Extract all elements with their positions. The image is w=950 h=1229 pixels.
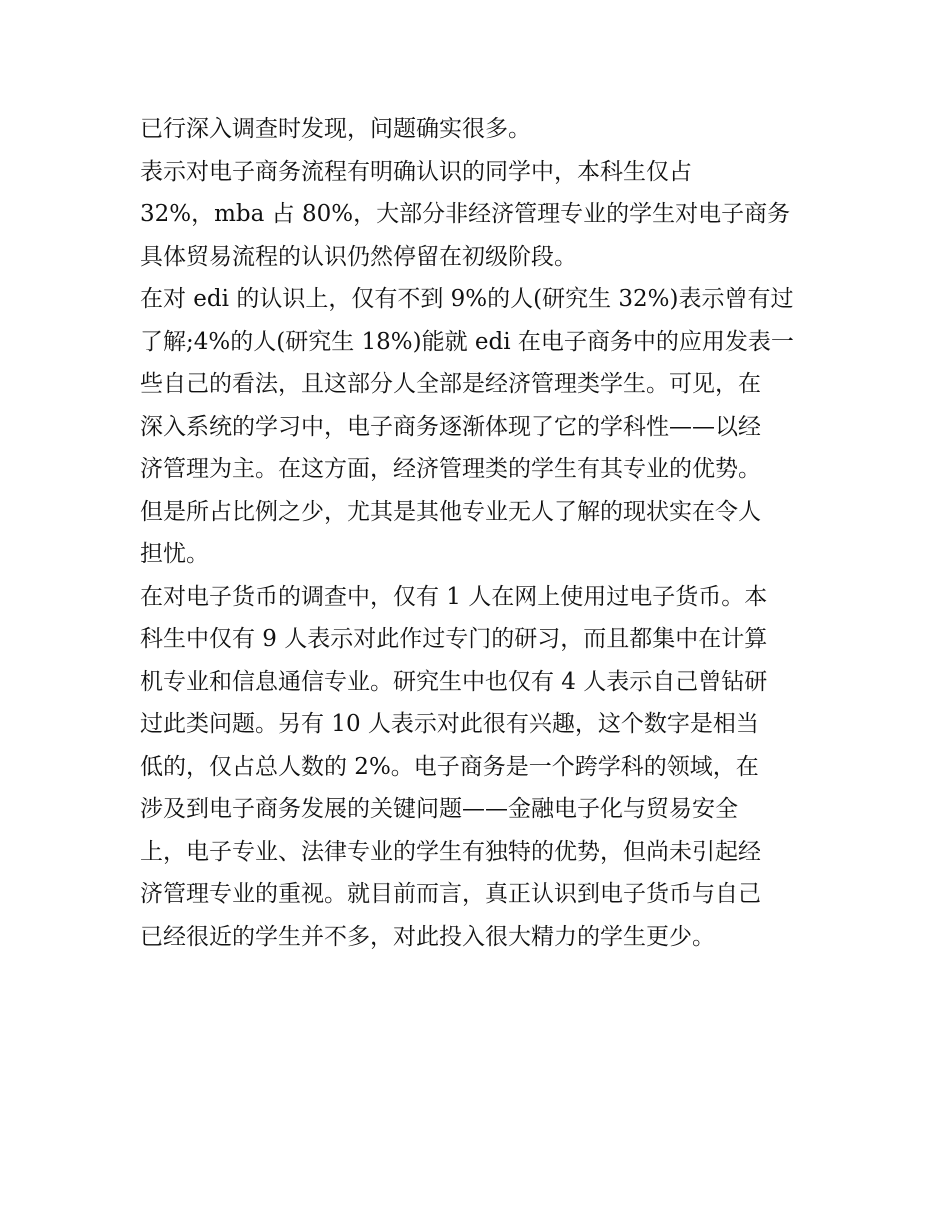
text-line-3: 32%，mba 占 80%，大部分非经济管理专业的学生对电子商务 — [140, 201, 791, 227]
text-line-12: 在对电子货币的调查中，仅有 1 人在网上使用过电子货币。本 — [140, 583, 768, 610]
text-line-2: 表示对电子商务流程有明确认识的同学中，本科生仅占 — [140, 158, 692, 185]
text-line-13: 科生中仅有 9 人表示对此作过专门的研习，而且都集中在计算 — [140, 626, 768, 652]
text-line-6: 了解;4%的人(研究生 18%)能就 edi 在电子商务中的应用发表一 — [140, 328, 794, 355]
text-line-16: 低的，仅占总人数的 2%。电子商务是一个跨学科的领域，在 — [140, 753, 759, 780]
text-line-9: 济管理为主。在这方面，经济管理类的学生有其专业的优势。 — [140, 456, 761, 482]
document-body — [140, 108, 830, 958]
text-line-17: 涉及到电子商务发展的关键问题——金融电子化与贸易安全 — [140, 796, 738, 822]
text-line-20: 已经很近的学生并不多，对此投入很大精力的学生更少。 — [140, 923, 715, 950]
text-line-10: 但是所占比例之少，尤其是其他专业无人了解的现状实在令人 — [140, 498, 761, 525]
text-line-18: 上，电子专业、法律专业的学生有独特的优势，但尚未引起经 — [140, 838, 761, 865]
text-line-1: 已行深入调查时发现，问题确实很多。 — [140, 116, 531, 142]
text-line-14: 机专业和信息通信专业。研究生中也仅有 4 人表示自己曾钻研 — [140, 668, 768, 695]
text-line-11: 担忧。 — [140, 541, 209, 567]
text-line-4: 具体贸易流程的认识仍然停留在初级阶段。 — [140, 243, 577, 270]
text-line-19: 济管理专业的重视。就目前而言，真正认识到电子货币与自己 — [140, 881, 761, 907]
text-line-7: 些自己的看法，且这部分人全部是经济管理类学生。可见，在 — [140, 371, 761, 397]
text-line-5: 在对 edi 的认识上，仅有不到 9%的人(研究生 32%)表示曾有过 — [140, 286, 794, 312]
text-line-15: 过此类问题。另有 10 人表示对此很有兴趣，这个数字是相当 — [140, 711, 759, 737]
text-line-8: 深入系统的学习中，电子商务逐渐体现了它的学科性——以经 — [140, 413, 761, 440]
